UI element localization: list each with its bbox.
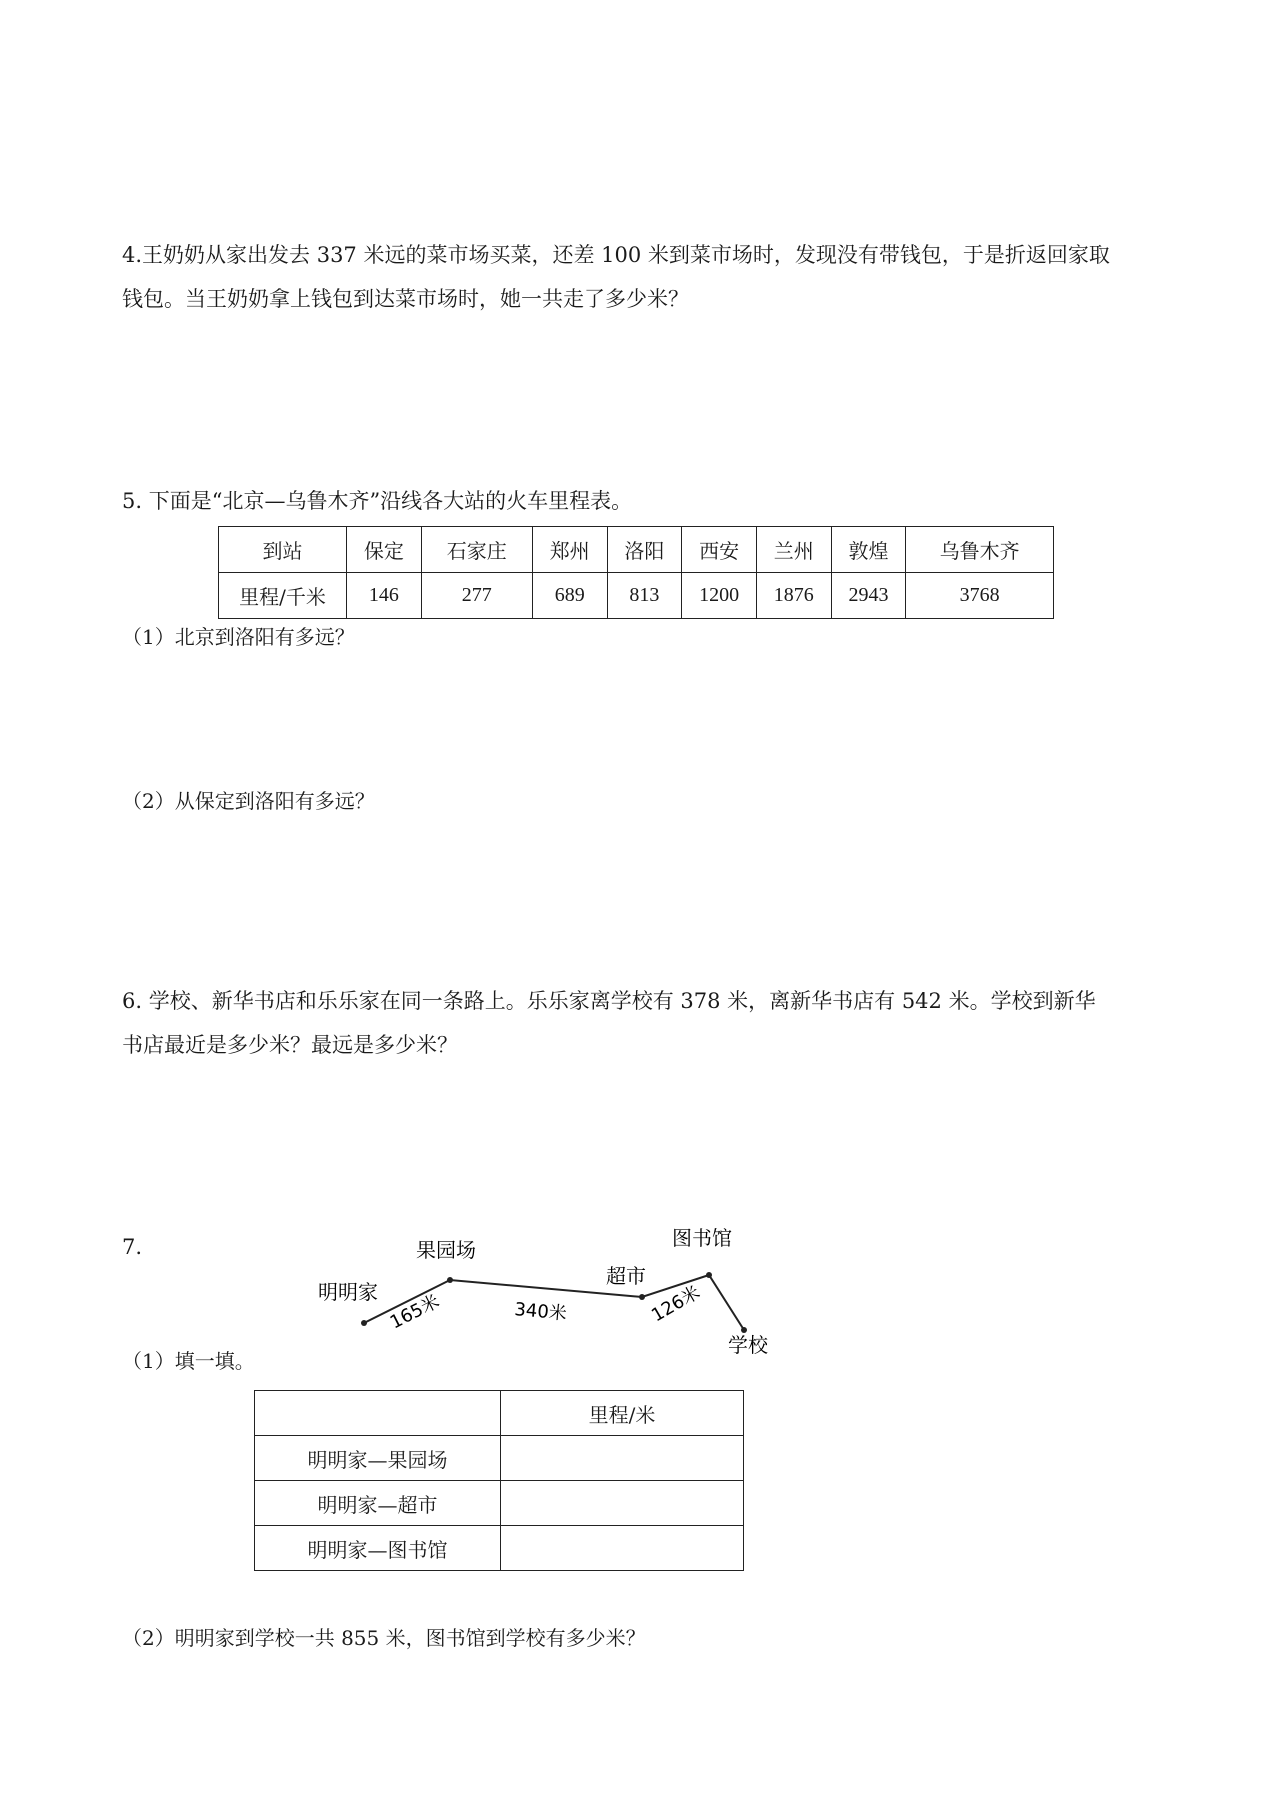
q4-line-2: 钱包。当王奶奶拿上钱包到达菜市场时，她一共走了多少米？ bbox=[122, 287, 689, 311]
q4-line-1: 4.王奶奶从家出发去 337 米远的菜市场买菜，还差 100 米到菜市场时，发现没有带钱包，于是折返回家取 bbox=[122, 243, 1110, 267]
table-header-cell: 到站 bbox=[219, 527, 347, 573]
distance-label-126: 126米 bbox=[648, 1281, 704, 1327]
school-label: 学校 bbox=[728, 1333, 768, 1355]
orchard-point bbox=[447, 1277, 453, 1283]
station-cell: 敦煌 bbox=[831, 527, 906, 573]
library-point bbox=[706, 1272, 712, 1278]
q5-intro: 5. 下面是“北京—乌鲁木齐”沿线各大站的火车里程表。 bbox=[122, 489, 633, 513]
answer-cell[interactable] bbox=[501, 1526, 744, 1571]
distance-cell: 1200 bbox=[682, 573, 757, 619]
answer-cell[interactable] bbox=[501, 1436, 744, 1481]
station-cell: 郑州 bbox=[532, 527, 607, 573]
q7-sub-question-2: （2）明明家到学校一共 855 米，图书馆到学校有多少米？ bbox=[122, 1626, 646, 1650]
home-label: 明明家 bbox=[318, 1280, 378, 1304]
q5-sub-question-1: （1）北京到洛阳有多远？ bbox=[122, 625, 355, 649]
station-cell: 西安 bbox=[682, 527, 757, 573]
distance-cell: 277 bbox=[421, 573, 532, 619]
station-cell: 洛阳 bbox=[607, 527, 682, 573]
station-cell: 保定 bbox=[347, 527, 422, 573]
column-header: 里程/米 bbox=[501, 1391, 744, 1436]
station-cell: 乌鲁木齐 bbox=[906, 527, 1054, 573]
station-cell: 石家庄 bbox=[421, 527, 532, 573]
table-row bbox=[219, 573, 1054, 619]
distance-cell: 1876 bbox=[756, 573, 831, 619]
market-label: 超市 bbox=[606, 1264, 646, 1288]
row-label: 明明家—果园场 bbox=[255, 1436, 501, 1481]
distance-label-340: 340米 bbox=[513, 1299, 568, 1325]
table-row bbox=[255, 1436, 744, 1481]
library-label: 图书馆 bbox=[672, 1226, 732, 1250]
q6-line-1: 6. 学校、新华书店和乐乐家在同一条路上。乐乐家离学校有 378 米，离新华书店有 542 米。学校到新华 bbox=[122, 989, 1096, 1013]
mileage-table bbox=[218, 526, 1054, 619]
orchard-label: 果园场 bbox=[416, 1238, 476, 1262]
table-row bbox=[255, 1481, 744, 1526]
distance-cell: 3768 bbox=[906, 573, 1054, 619]
distance-cell: 2943 bbox=[831, 573, 906, 619]
row-label: 明明家—图书馆 bbox=[255, 1526, 501, 1571]
distance-cell: 689 bbox=[532, 573, 607, 619]
table-row bbox=[255, 1391, 744, 1436]
distance-cell: 813 bbox=[607, 573, 682, 619]
q7-sub-question-1: （1）填一填。 bbox=[122, 1349, 255, 1373]
distance-label-165: 165米 bbox=[386, 1290, 443, 1334]
table-row bbox=[255, 1526, 744, 1571]
q5-sub-question-2: （2）从保定到洛阳有多远？ bbox=[122, 789, 375, 813]
table-row-label: 里程/千米 bbox=[219, 573, 347, 619]
route-map bbox=[300, 1225, 800, 1355]
row-label: 明明家—超市 bbox=[255, 1481, 501, 1526]
table-row bbox=[219, 527, 1054, 573]
fill-in-table bbox=[254, 1390, 744, 1571]
empty-header-cell bbox=[255, 1391, 501, 1436]
market-point bbox=[639, 1294, 645, 1300]
station-cell: 兰州 bbox=[756, 527, 831, 573]
home-point bbox=[361, 1320, 367, 1326]
answer-cell[interactable] bbox=[501, 1481, 744, 1526]
q6-line-2: 书店最近是多少米？最远是多少米？ bbox=[122, 1033, 458, 1057]
q7-number: 7. bbox=[122, 1235, 143, 1259]
distance-cell: 146 bbox=[347, 573, 422, 619]
